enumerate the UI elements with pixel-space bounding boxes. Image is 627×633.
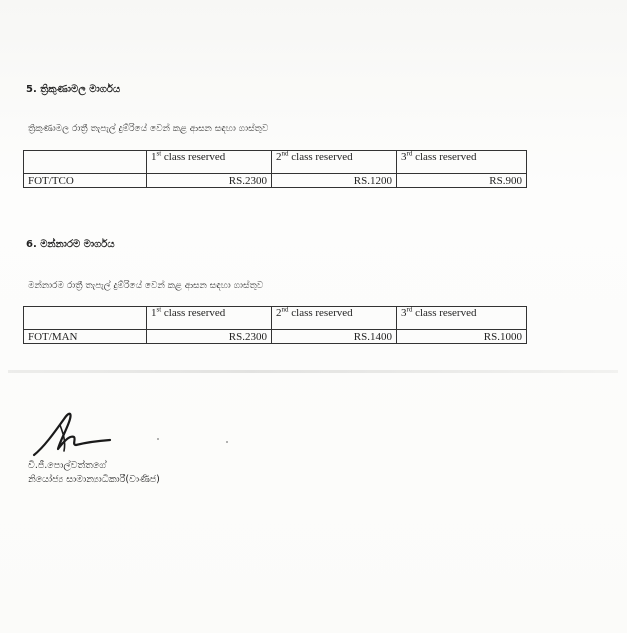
signatory-name: වී.ජී.පොල්වත්තගේ <box>28 460 107 471</box>
table-header-row <box>24 151 527 174</box>
section-caption-trincomalee: ත්‍රිකුණාමල රාත්‍රී තැපැල් දුම්රියේ වෙන් කළ ආසන සඳහා ගාස්තුව <box>28 124 269 134</box>
fare-table-trincomalee <box>23 150 527 188</box>
header-third-class: 3rd class reserved <box>397 151 527 174</box>
table-header-empty <box>24 307 147 330</box>
fare-table-mannar <box>23 306 527 344</box>
table-row <box>24 174 527 188</box>
price-third-class: RS.1000 <box>397 330 527 344</box>
header-second-class: 2nd class reserved <box>272 307 397 330</box>
header-third-class: 3rd class reserved <box>397 307 527 330</box>
price-first-class: RS.2300 <box>147 174 272 188</box>
price-third-class: RS.900 <box>397 174 527 188</box>
price-first-class: RS.2300 <box>147 330 272 344</box>
signature-icon <box>30 405 120 460</box>
route-code: FOT/TCO <box>24 174 147 188</box>
speck <box>226 441 228 443</box>
section-heading-mannar: 6. මන්නාරම මාර්ගය <box>26 239 115 250</box>
section-caption-mannar: මන්නාරම රාත්‍රී තැපැල් දුම්රියේ වෙන් කළ ආසන සඳහා ගාස්තුව <box>28 281 264 291</box>
section-heading-trincomalee: 5. ත්‍රිකුණාමල මාර්ගය <box>26 84 121 95</box>
signatory-title: නියෝජ්‍ය සාමාන්‍යාධිකාරී(වාණිජ) <box>28 474 160 485</box>
table-header-empty <box>24 151 147 174</box>
header-first-class: 1st class reserved <box>147 151 272 174</box>
speck <box>157 438 159 440</box>
header-second-class: 2nd class reserved <box>272 151 397 174</box>
table-header-row <box>24 307 527 330</box>
price-second-class: RS.1200 <box>272 174 397 188</box>
scan-artifact-line <box>8 370 618 373</box>
price-second-class: RS.1400 <box>272 330 397 344</box>
table-row <box>24 330 527 344</box>
header-first-class: 1st class reserved <box>147 307 272 330</box>
route-code: FOT/MAN <box>24 330 147 344</box>
